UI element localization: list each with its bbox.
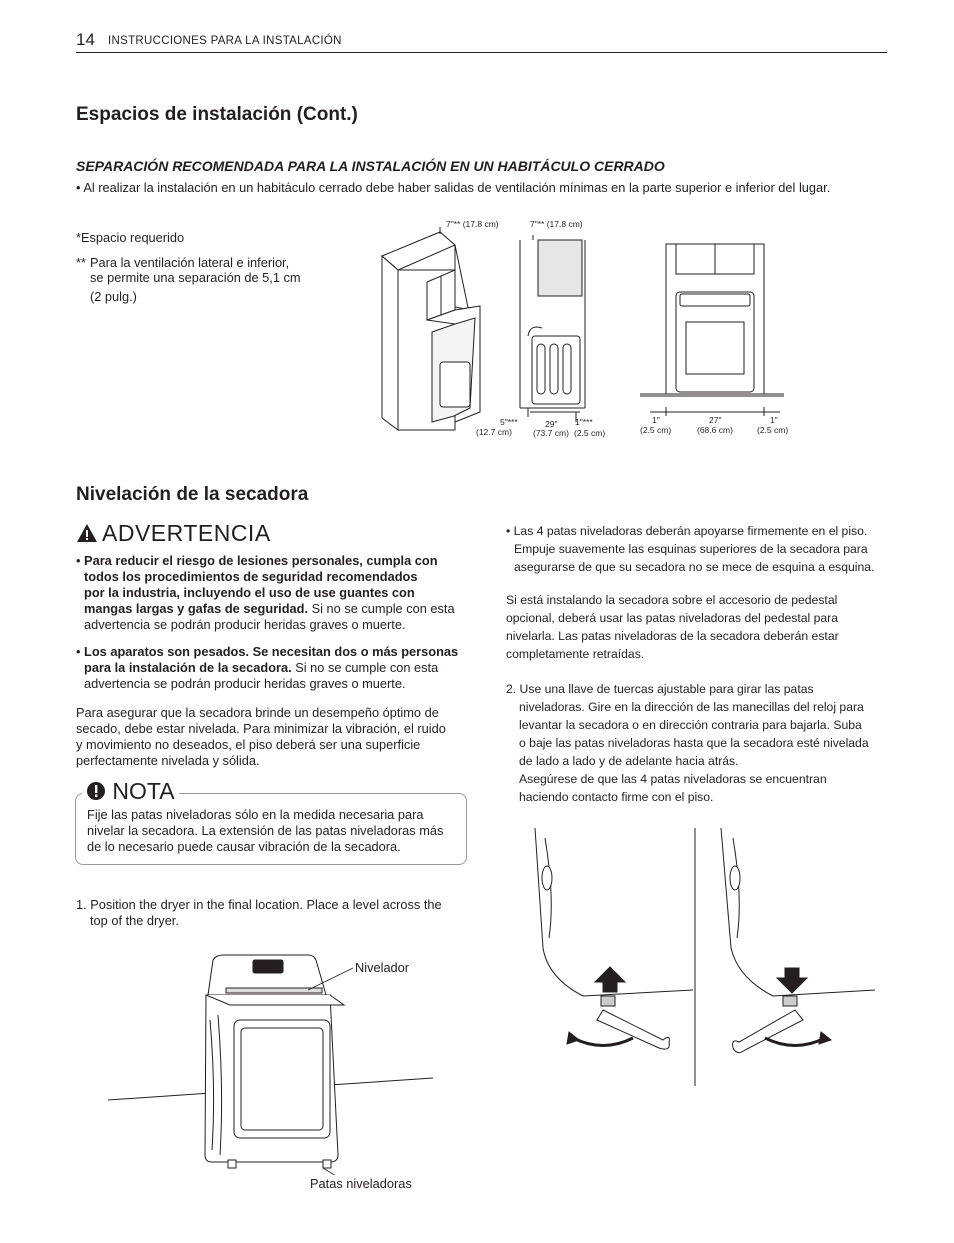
enclosure-bullet: • Al realizar la instalación en un habitáculo cerrado debe haber salidas de ventilación mínimas en la parte superior e inferior del lugar. (76, 180, 831, 195)
dim-bottom-1: 1"*** (575, 417, 593, 427)
dim-bottom-5-cm: (12.7 cm) (476, 427, 512, 437)
step-1: 1. Position the dryer in the final location. Place a level across the top of the dryer. (76, 897, 442, 928)
note-vent-line: Para la ventilación lateral e inferior, (90, 255, 290, 270)
warning-item-2: • Los aparatos son pesados. Se necesitan dos o más personas para la instalación de la secadora. Si no se cumple con esta advertencia se podrán producir heridas graves o muerte. (76, 644, 459, 691)
warning-item-1: • Para reducir el riesgo de lesiones personales, cumpla con todos los procedimientos de seguridad recomendados por la industria, incluyendo el uso de use guantes con mangas largas y gafas de seguridad. Si no se cumple con esta advertencia se podrán producir heridas graves o muerte. (76, 553, 455, 632)
header-rule (76, 52, 887, 53)
info-icon (86, 781, 106, 801)
dim-top-left: 7"** (17.8 cm) (446, 219, 499, 229)
dim-front-27: 27" (709, 415, 722, 425)
dim-top-right: 7"** (17.8 cm) (530, 219, 583, 229)
installation-clearance-diagram (370, 212, 800, 447)
dim-bottom-5: 5"*** (500, 417, 518, 427)
section-title-nivelacion: Nivelación de la secadora (76, 484, 309, 505)
pedestal-paragraph: Si está instalando la secadora sobre el accesorio de pedestal opcional, deberá usar las patas niveladoras del pedestal para nivelarla. Las patas niveladoras de la secadora deberán estar completamente retraídas. (506, 593, 839, 661)
warning-title: ADVERTENCIA (102, 520, 271, 546)
note-vent-line: (2 pulg.) (90, 289, 137, 304)
note-text: Fije las patas niveladoras sólo en la medida necesaria para nivelar la secadora. La extensión de las patas niveladoras más de lo necesario puede causar vibración de la secadora. (87, 807, 444, 854)
label-patas: Patas niveladoras (310, 1176, 412, 1191)
dim-bottom-29-cm: (73.7 cm) (533, 428, 569, 438)
dim-bottom-1-cm: (2.5 cm) (574, 428, 606, 438)
page-number: 14 (76, 30, 95, 49)
section-title-espacios: Espacios de instalación (Cont.) (76, 104, 358, 125)
dim-bottom-29: 29" (545, 419, 558, 429)
dim-front-1-right: 1" (770, 415, 778, 425)
dim-front-1-left: 1" (652, 415, 660, 425)
dim-front-1-left-cm: (2.5 cm) (640, 425, 672, 435)
section-header: INSTRUCCIONES PARA LA INSTALACIÓN (108, 35, 342, 47)
right-bullet-1: • Las 4 patas niveladoras deberán apoyarse firmemente en el piso. Empuje suavemente las esquinas superiores de la secadora para asegurarse de que su secadora no se mece de esquina a esquina. (506, 524, 875, 574)
note-required: *Espacio requerido (76, 230, 185, 245)
dim-front-27-cm: (68.6 cm) (697, 425, 733, 435)
note-title: NOTA (82, 778, 179, 805)
label-nivelador: Nivelador (355, 960, 410, 975)
note-vent-line: se permite una separación de 5,1 cm (90, 270, 301, 285)
warning-icon (76, 523, 98, 543)
note-vent-prefix: ** (76, 255, 86, 270)
wrench-adjust-illustration (533, 828, 878, 1088)
dim-front-1-right-cm: (2.5 cm) (757, 425, 789, 435)
leveling-paragraph: Para asegurar que la secadora brinde un desempeño óptimo de secado, debe estar nivelada. Para minimizar la vibración, el ruido y movimiento no deseados, el piso deberá ser una superficie perfectamente nivelada y sólida. (76, 705, 446, 768)
dryer-level-illustration (108, 950, 438, 1175)
subsection-title: SEPARACIÓN RECOMENDADA PARA LA INSTALACIÓN EN UN HABITÁCULO CERRADO (76, 158, 665, 174)
step-2: 2. Use una llave de tuercas ajustable para girar las patas niveladoras. Gire en la dirección de las manecillas del reloj para levantar la secadora o en dirección contraria para bajarla. Suba o baje las patas niveladoras hasta que la secadora esté nivelada de lado a lado y de adelante hacia atrás. Asegúrese de que las 4 patas niveladoras se encuentran haciendo contacto firme con el piso. (506, 682, 869, 804)
